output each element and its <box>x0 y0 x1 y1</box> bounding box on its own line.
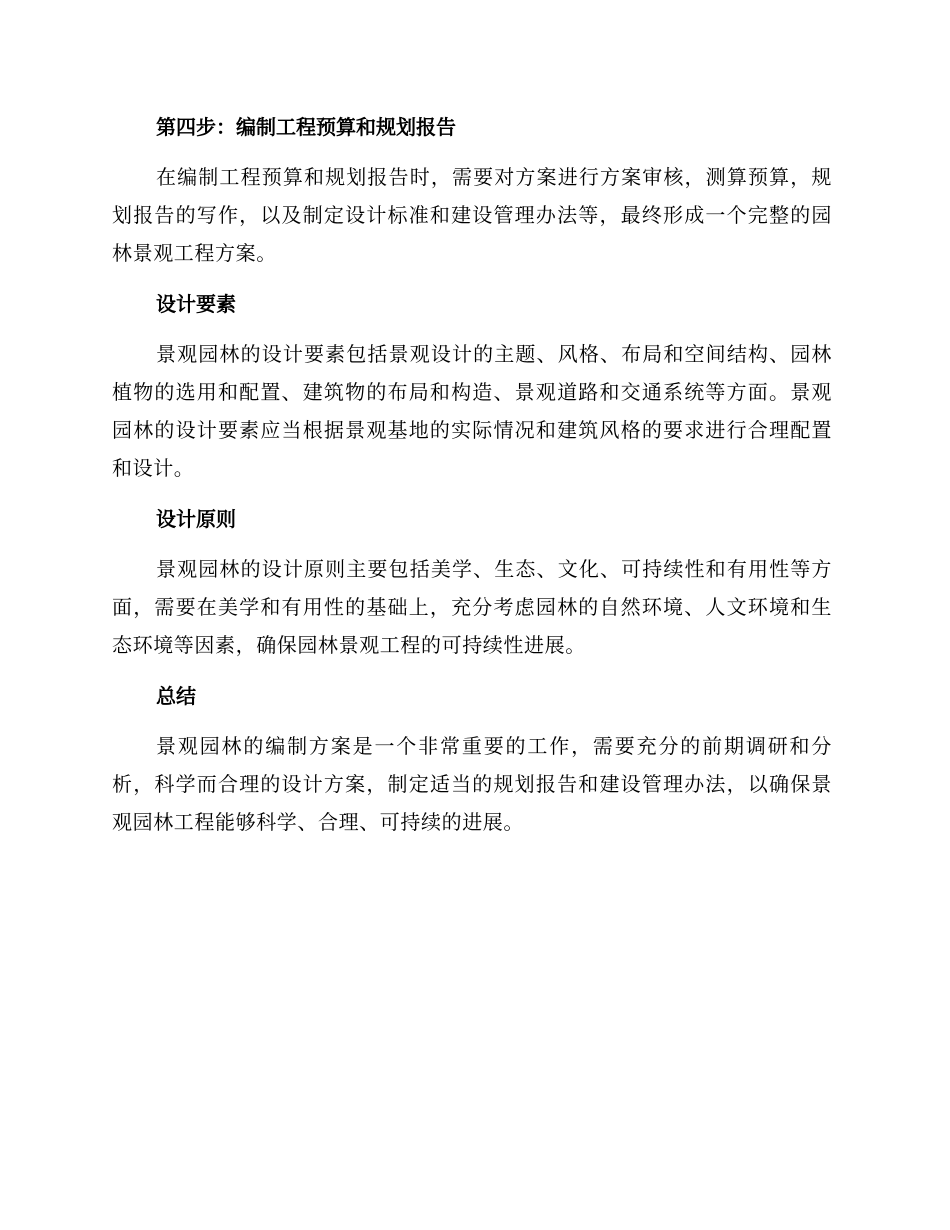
section-paragraph: 景观园林的设计要素包括景观设计的主题、风格、布局和空间结构、园林植物的选用和配置、建筑物的布局和构造、景观道路和交通系统等方面。景观园林的设计要素应当根据景观基地的实际情况和建筑风格的要求进行合理配置和设计。 <box>112 342 832 480</box>
section-summary <box>112 679 832 841</box>
document-page <box>112 110 832 841</box>
section-step-four <box>112 110 832 272</box>
section-heading: 设计要素 <box>156 292 236 316</box>
section-design-elements <box>112 287 832 487</box>
section-heading: 设计原则 <box>156 507 236 531</box>
section-paragraph: 景观园林的编制方案是一个非常重要的工作，需要充分的前期调研和分析，科学而合理的设计方案，制定适当的规划报告和建设管理办法，以确保景观园林工程能够科学、合理、可持续的进展。 <box>112 734 832 834</box>
section-paragraph: 景观园林的设计原则主要包括美学、生态、文化、可持续性和有用性等方面，需要在美学和有用性的基础上，充分考虑园林的自然环境、人文环境和生态环境等因素，确保园林景观工程的可持续性进展。 <box>112 557 832 657</box>
section-design-principles <box>112 502 832 664</box>
section-heading: 第四步：编制工程预算和规划报告 <box>156 115 456 139</box>
section-paragraph: 在编制工程预算和规划报告时，需要对方案进行方案审核，测算预算，规划报告的写作，以及制定设计标准和建设管理办法等，最终形成一个完整的园林景观工程方案。 <box>112 165 832 265</box>
section-heading: 总结 <box>156 684 196 708</box>
